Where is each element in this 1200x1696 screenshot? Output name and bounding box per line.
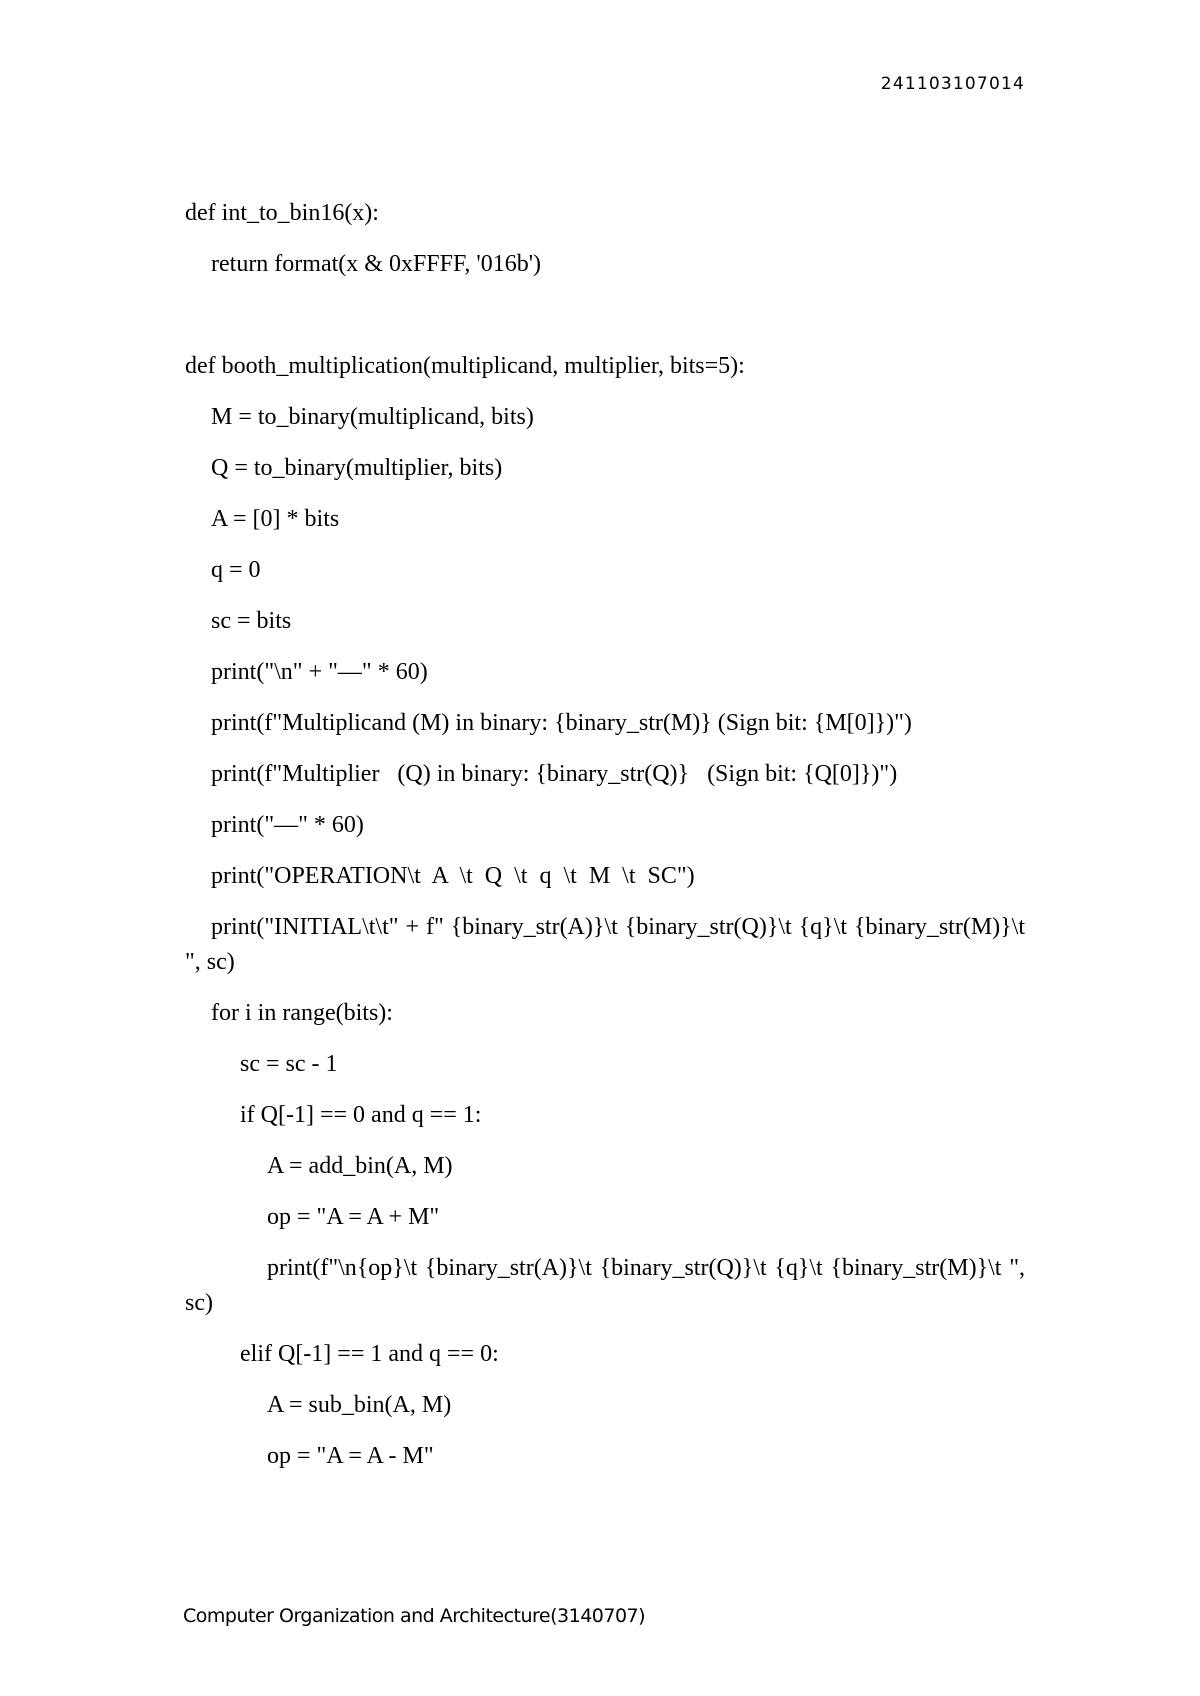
code-line-text: print(f"\n{op}\t {binary_str(A)}\t {binary_str(Q)}\t {q}\t {binary_str(M)}\t ", sc)	[185, 1255, 1025, 1316]
code-line: q = 0	[211, 557, 261, 583]
code-line: return format(x & 0xFFFF, '016b')	[211, 251, 542, 277]
code-block	[185, 196, 1025, 1490]
code-line-text: print(f"Multiplicand (M) in binary: {binary_str(M)} (Sign bit: {M[0]})")	[211, 710, 912, 736]
code-line: op = "A = A - M"	[267, 1443, 434, 1469]
footer-course-title: Computer Organization and Architecture(3140707)	[183, 1605, 646, 1627]
blank-line	[185, 298, 1025, 333]
code-line: sc = bits	[211, 608, 292, 634]
code-line: print("OPERATION\t A \t Q \t q \t M \t SC")	[211, 863, 695, 889]
code-line: print("\n" + "—" * 60)	[211, 659, 428, 685]
code-line: for i in range(bits):	[211, 1000, 393, 1026]
code-line: A = sub_bin(A, M)	[267, 1392, 452, 1418]
code-line: def booth_multiplication(multiplicand, multiplier, bits=5):	[185, 353, 745, 379]
code-line: if Q[-1] == 0 and q == 1:	[240, 1102, 482, 1128]
code-line: print("—" * 60)	[211, 812, 364, 838]
code-line: op = "A = A + M"	[267, 1204, 440, 1230]
code-line-wrapped	[185, 1251, 1025, 1321]
code-line-wrapped	[185, 706, 1025, 741]
code-line-text: print("INITIAL\t\t" + f" {binary_str(A)}\t {binary_str(Q)}\t {q}\t {binary_str(M)}\t ", sc)	[185, 914, 1025, 975]
code-line: def int_to_bin16(x):	[185, 200, 379, 226]
student-id: 241103107014	[880, 74, 1025, 94]
code-line: print(f"Multiplier (Q) in binary: {binary_str(Q)} (Sign bit: {Q[0]})")	[211, 761, 898, 787]
code-line: A = [0] * bits	[211, 506, 340, 532]
code-line-wrapped	[185, 910, 1025, 980]
code-line: sc = sc - 1	[240, 1051, 338, 1077]
code-line: elif Q[-1] == 1 and q == 0:	[240, 1341, 499, 1367]
code-line: Q = to_binary(multiplier, bits)	[211, 455, 503, 481]
code-line: M = to_binary(multiplicand, bits)	[211, 404, 534, 430]
code-line: A = add_bin(A, M)	[267, 1153, 453, 1179]
